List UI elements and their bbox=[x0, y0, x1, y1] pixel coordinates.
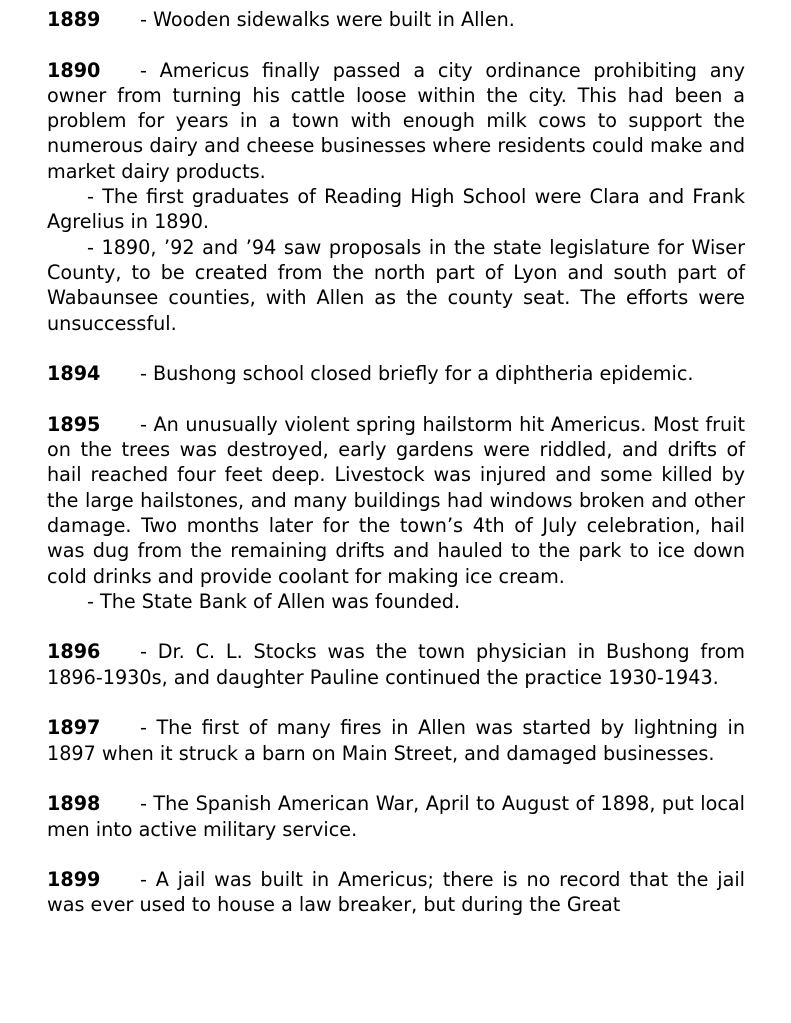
entry-paragraph bbox=[47, 715, 745, 766]
entry-1894 bbox=[47, 361, 745, 386]
entry-year: 1894 bbox=[47, 362, 101, 386]
entry-1896 bbox=[47, 639, 745, 690]
entry-year: 1897 bbox=[47, 716, 101, 740]
entry-paragraph bbox=[47, 361, 745, 386]
entry-subparagraph: - 1890, ’92 and ’94 saw proposals in the state legislature for Wiser County, to be created from the north part of Lyon and south part of Wabaunsee counties, with Allen as the county seat. The efforts were unsuccessful. bbox=[47, 235, 745, 335]
entry-year: 1898 bbox=[47, 792, 101, 816]
entry-paragraph bbox=[47, 7, 745, 32]
entry-paragraph bbox=[47, 867, 745, 918]
entry-text: - Americus finally passed a city ordinance prohibiting any owner from turning his cattle loose within the city. This had been a problem for years in a town with enough milk cows to support the numerous dairy and cheese businesses where residents could make and market dairy products. bbox=[47, 58, 745, 183]
entry-paragraph bbox=[47, 639, 745, 690]
entry-text: - Bushong school closed briefly for a diphtheria epidemic. bbox=[140, 362, 694, 386]
entry-year: 1896 bbox=[47, 640, 101, 664]
entry-1895 bbox=[47, 412, 745, 614]
entry-paragraph bbox=[47, 58, 745, 184]
entry-year: 1899 bbox=[47, 868, 101, 892]
entry-1890 bbox=[47, 58, 745, 336]
entry-year: 1890 bbox=[47, 58, 101, 82]
entry-text: - The Spanish American War, April to August of 1898, put local men into active military service. bbox=[47, 792, 745, 841]
entry-year: 1889 bbox=[47, 8, 101, 31]
entry-paragraph bbox=[47, 791, 745, 842]
entry-subparagraph: - The State Bank of Allen was founded. bbox=[87, 589, 461, 613]
entry-text: - Wooden sidewalks were built in Allen. bbox=[140, 8, 515, 31]
entry-year: 1895 bbox=[47, 412, 101, 436]
entry-paragraph bbox=[47, 412, 745, 589]
entry-text: - Dr. C. L. Stocks was the town physician in Bushong from 1896-1930s, and daughter Pauline continued the practice 1930-1943. bbox=[47, 640, 745, 689]
entry-text: - The first of many fires in Allen was started by lightning in 1897 when it struck a barn on Main Street, and damaged businesses. bbox=[47, 716, 745, 765]
entry-subparagraph: - The first graduates of Reading High School were Clara and Frank Agrelius in 1890. bbox=[47, 185, 745, 234]
entry-text: - A jail was built in Americus; there is no record that the jail was ever used to house a law breaker, but during the Great bbox=[47, 868, 745, 917]
entry-1899 bbox=[47, 867, 745, 918]
entry-text: - An unusually violent spring hailstorm hit Americus. Most fruit on the trees was destroyed, early gardens were riddled, and drifts of hail reached four feet deep. Livestock was injured and some killed by the large hailstones, and many buildings had windows broken and other damage. Two months later for the town’s 4th of July celebration, hail was dug from the remaining drifts and hauled to the park to ice down cold drinks and provide coolant for making ice cream. bbox=[47, 412, 745, 588]
entry-1898 bbox=[47, 791, 745, 842]
entry-1889 bbox=[47, 7, 745, 32]
document-page bbox=[47, 7, 745, 943]
entry-1897 bbox=[47, 715, 745, 766]
